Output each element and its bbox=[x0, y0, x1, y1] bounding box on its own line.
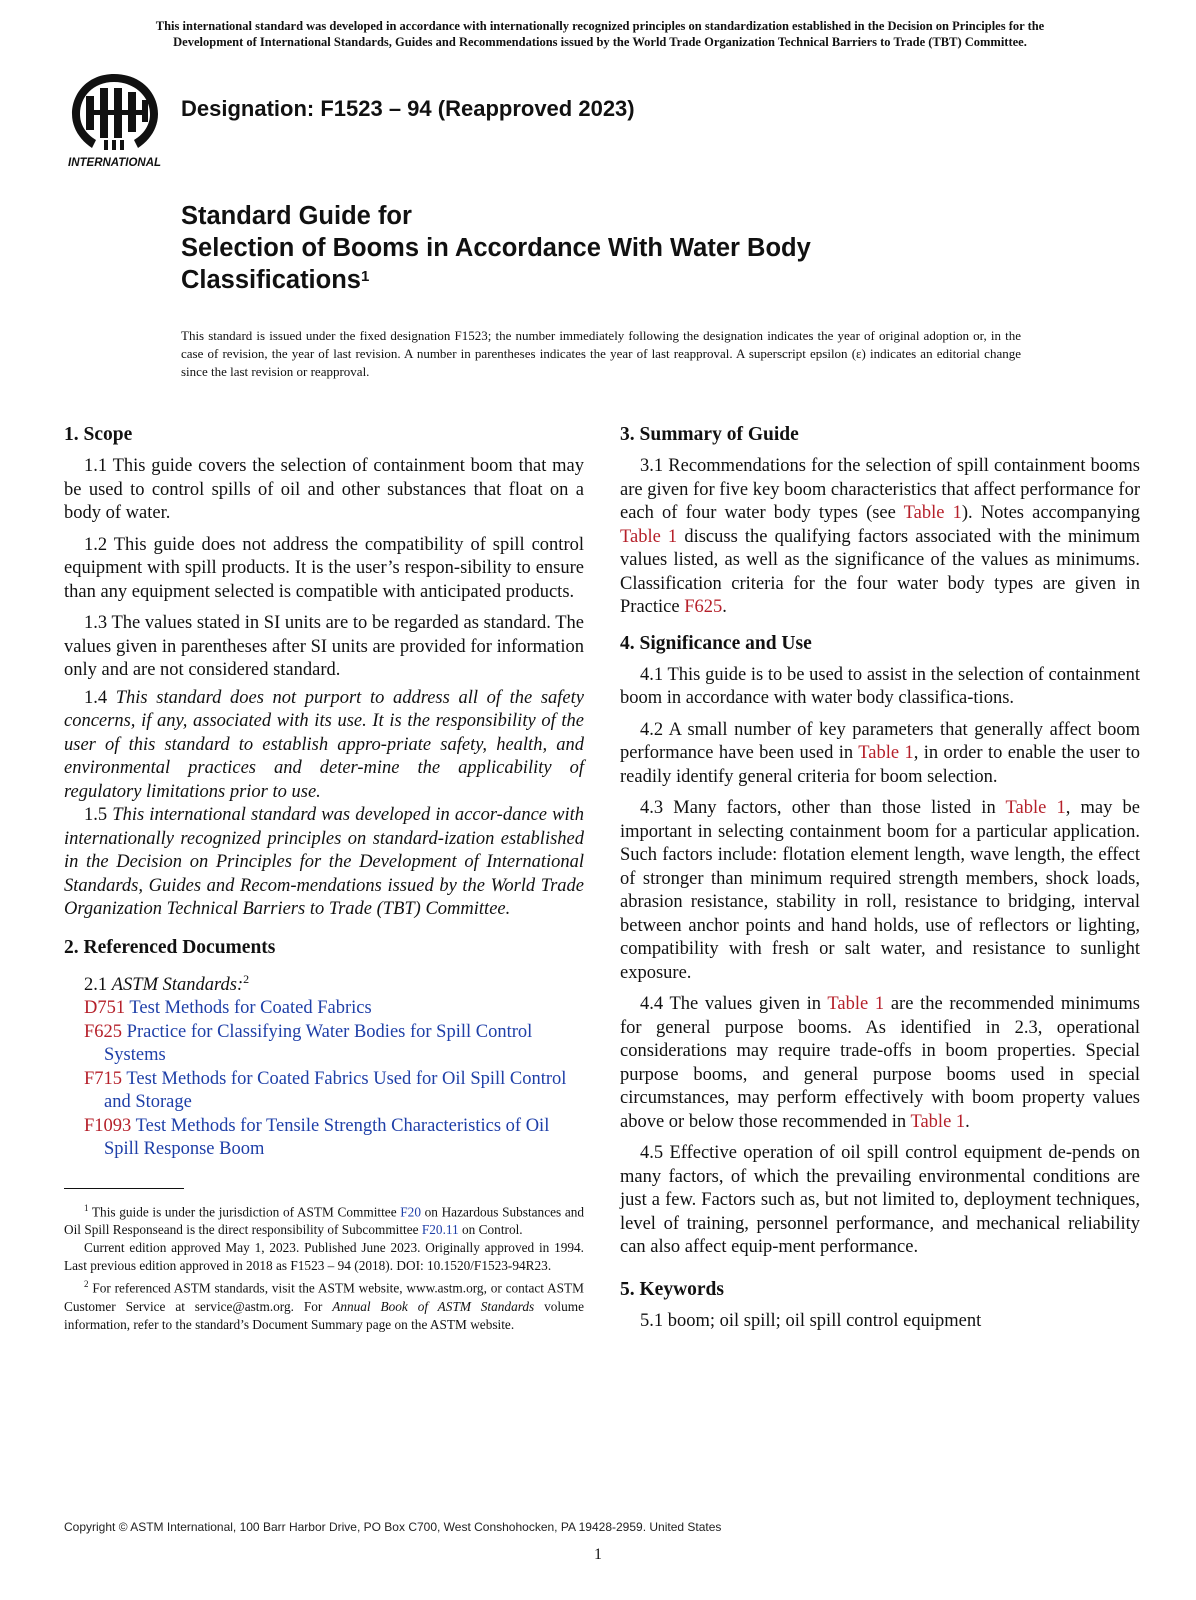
ref-f625[interactable]: F625 Practice for Classifying Water Bodies for Spill Control Systems bbox=[84, 1021, 533, 1066]
title-line-2: Selection of Booms in Accordance With Water Body bbox=[181, 234, 811, 262]
paragraph-3-1: 3.1 Recommendations for the selection of spill containment booms are given for five key boom characteristics that affect performance for each of four water body types (see Table 1). Notes accompanying Table 1 discuss the qualifying factors associated with the minimum values listed, as well as the significance of the values as minimums. Classification criteria for the four water body types are given in Practice F625. bbox=[620, 456, 1141, 617]
paragraph-5-1: 5.1 boom; oil spill; oil spill control equipment bbox=[640, 1310, 982, 1331]
paragraph-1-4: 1.4 This standard does not purport to address all of the safety concerns, if any, associated with its use. It is the responsibility of the user of this standard to establish appro-priate safety, health, and environmental practices and deter-mine the applicability of regulatory limitations prior to use. bbox=[64, 687, 584, 802]
ref-code-link[interactable]: F1093 bbox=[84, 1115, 132, 1136]
ref-code-link[interactable]: F715 bbox=[84, 1068, 123, 1089]
committee-f20-link[interactable]: F20 bbox=[400, 1204, 421, 1220]
paragraph-4-1: 4.1 This guide is to be used to assist in the selection of containment boom in accordance with water body classifica-tions. bbox=[620, 664, 1140, 708]
astm-logo bbox=[62, 70, 172, 170]
copyright-line: Copyright © ASTM International, 100 Barr Harbor Drive, PO Box C700, West Conshohocken, PA 19428-2959. United States bbox=[64, 1520, 722, 1534]
paragraph-1-1: 1.1 This guide covers the selection of containment boom that may be used to control spills of oil and other substances that float on a body of water. bbox=[64, 456, 584, 523]
summary-heading: 3. Summary of Guide bbox=[620, 424, 799, 445]
title-footnote-mark: 1 bbox=[360, 268, 370, 285]
designation: Designation: F1523 – 94 (Reapproved 2023) bbox=[181, 96, 635, 121]
paragraph-1-3: 1.3 The values stated in SI units are to be regarded as standard. The values given in parentheses after SI units are provided for information only and are not considered standard. bbox=[64, 613, 584, 680]
referenced-documents-heading: 2. Referenced Documents bbox=[64, 936, 276, 958]
significance-heading: 4. Significance and Use bbox=[620, 632, 812, 654]
table-1-link[interactable]: Table 1 bbox=[620, 526, 678, 547]
keywords-heading: 5. Keywords bbox=[620, 1278, 724, 1300]
ref-f1093[interactable]: F1093 Test Methods for Tensile Strength Characteristics of Oil Spill Response Boom bbox=[84, 1115, 550, 1160]
title-line-1: Standard Guide for bbox=[181, 202, 412, 230]
paragraph-4-4: 4.4 The values given in Table 1 are the recommended minimums for general purpose booms. As identified in 2.3, operational considerations may require trade-offs in boom properties. Special purpose booms, and general purpose booms used in special circumstances, may perform effectively with boom property values above or below those recommended in Table 1. bbox=[620, 994, 1141, 1132]
document-title bbox=[181, 200, 1081, 296]
f625-link[interactable]: F625 bbox=[684, 597, 723, 617]
table-1-link[interactable]: Table 1 bbox=[910, 1111, 966, 1132]
notice-line-1: This international standard was developed in accordance with internationally recognized principles on standardization established in the Decision on Principles for the bbox=[155, 19, 1045, 33]
footnote-1-edition: Current edition approved May 1, 2023. Published June 2023. Originally approved in 1994. Last previous edition approved in 2018 as F1523 – 94 (2018). DOI: 10.1520/F1523-94R23. bbox=[64, 1240, 584, 1274]
right-column bbox=[620, 423, 1140, 1341]
scope-heading: 1. Scope bbox=[64, 424, 133, 445]
ref-d751[interactable]: D751 Test Methods for Coated Fabrics bbox=[84, 998, 372, 1019]
footnote-rule bbox=[64, 1188, 184, 1189]
ref-code-link[interactable]: F625 bbox=[84, 1021, 123, 1042]
paragraph-4-3: 4.3 Many factors, other than those listed in Table 1, may be important in selecting containment boom for a particular application. Such factors include: flotation element length, wave length, the effect of stronger than minimum required strength members, shock loads, abrasion resistance, stability in roll, resistance to bridging, interval between anchor points and hand holds, use of reflectors or lighting, compatibility with fresh or salt water, and resistance to sunlight exposure. bbox=[620, 798, 1141, 983]
footnote-1: $^1$ This guide is under the jurisdiction of ASTM Committee F20 on Hazardous Substances and Oil Spill Responseand is the direct responsibility of Subcommittee F20.11 on Control. bbox=[64, 1202, 585, 1238]
issued-note: This standard is issued under the fixed designation F1523; the number immediately following the designation indicates the year of original adoption or, in the case of revision, the year of last revision. A number in parentheses indicates the year of last reapproval. A superscript epsilon (ε) indicates an editorial change since the last revision or reapproval. bbox=[181, 328, 1021, 379]
ref-f715[interactable]: F715 Test Methods for Coated Fabrics Used for Oil Spill Control and Storage bbox=[84, 1068, 567, 1113]
table-1-link[interactable]: Table 1 bbox=[858, 743, 914, 763]
left-column bbox=[64, 423, 584, 1334]
notice-line-2: Development of International Standards, Guides and Recommendations issued by the World Trade Organization Technical Barriers to Trade (TBT) Committee. bbox=[173, 35, 1027, 49]
subcommittee-f2011-link[interactable]: F20.11 bbox=[421, 1222, 459, 1238]
ref-code-link[interactable]: D751 bbox=[84, 998, 126, 1019]
table-1-link[interactable]: Table 1 bbox=[827, 994, 885, 1014]
paragraph-1-5: 1.5 This international standard was developed in accor-dance with internationally recognized principles on standard-ization established in the Decision on Principles for the Development of International Standards, Guides and Recom-mendations issued by the World Trade Organization Technical Barriers to Trade (TBT) Committee. bbox=[64, 805, 585, 919]
title-line-3: Classifications$^1$ bbox=[181, 266, 370, 294]
logo-text: INTERNATIONAL bbox=[68, 157, 162, 169]
table-1-link[interactable]: Table 1 bbox=[1005, 798, 1066, 818]
table-1-link[interactable]: Table 1 bbox=[903, 503, 962, 523]
paragraph-1-2: 1.2 This guide does not address the compatibility of spill control equipment with spill products. It is the user’s respon-sibility to ensure than any equipment selected is compatible with anticipated products. bbox=[64, 534, 584, 602]
astm-logo-icon bbox=[62, 70, 172, 170]
footnote-2: $^2$ For referenced ASTM standards, visit the ASTM website, www.astm.org, or contact ASTM Customer Service at service@astm.org. For Annual Book of ASTM Standards volume information, refer to the standard’s Document Summary page on the ASTM website. bbox=[64, 1279, 585, 1332]
paragraph-4-5: 4.5 Effective operation of oil spill control equipment de-pends on many factors, of which the prevailing environmental conditions are just a few. Factors such as, but not limited to, deployment techniques, level of training, personnel performance, and mechanical reliability can also affect equip-ment performance. bbox=[620, 1143, 1140, 1257]
page-number: 1 bbox=[594, 1546, 602, 1563]
astm-standards-subheading: 2.1 ASTM Standards:$^2$ bbox=[84, 971, 250, 995]
paragraph-4-2: 4.2 A small number of key parameters that generally affect boom performance have been used in Table 1, in order to enable the user to readily identify general criteria for boom selection. bbox=[620, 719, 1140, 787]
wto-notice bbox=[60, 18, 1140, 50]
